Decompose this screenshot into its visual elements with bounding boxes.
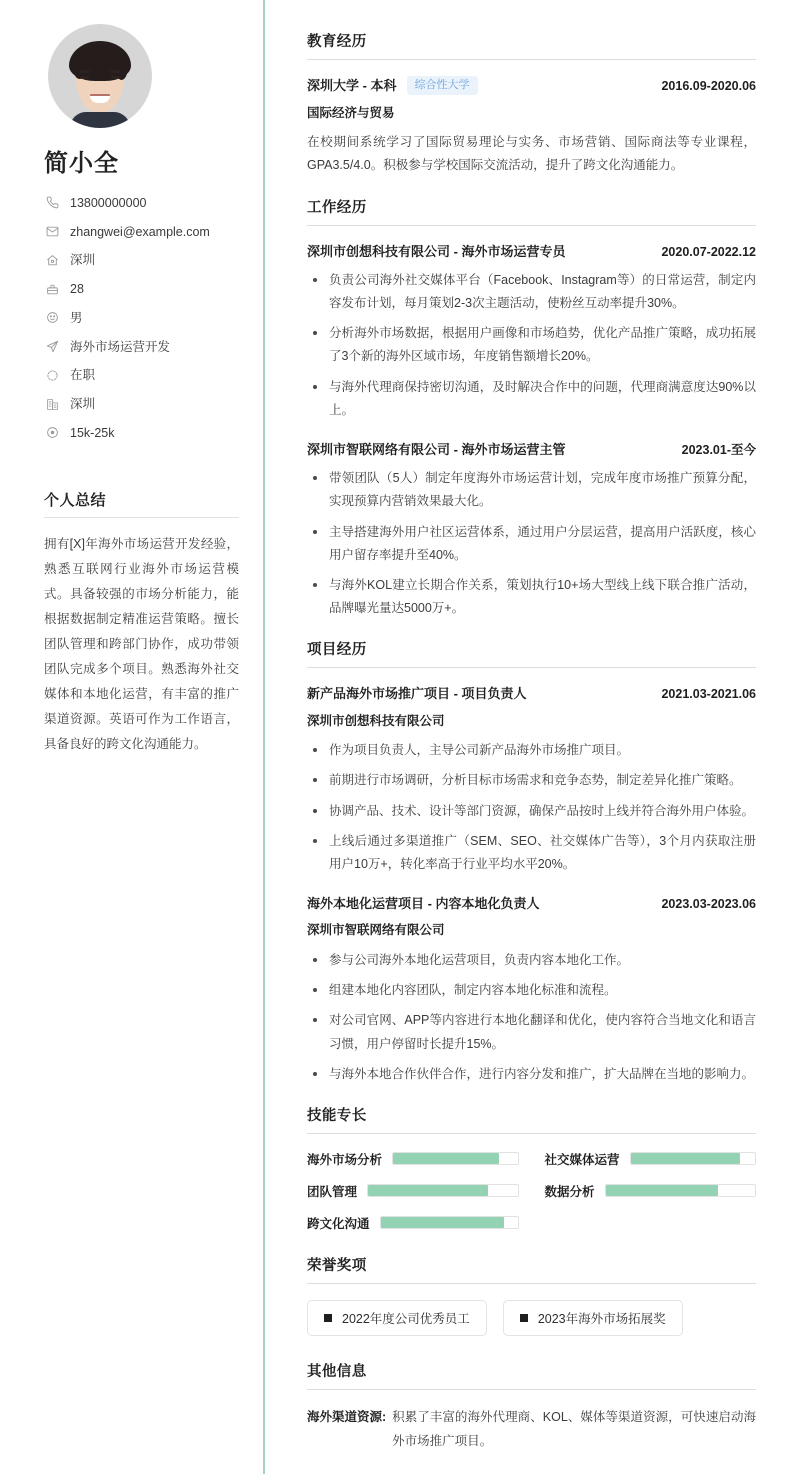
other-info-label: 海外渠道资源:: [307, 1409, 387, 1424]
avatar-brow-left: [79, 70, 90, 73]
list-item: 对公司官网、APP等内容进行本地化翻译和优化，使内容符合当地文化和语言习惯，用户停留时长提升15%。: [307, 1009, 756, 1055]
awards-heading: 荣誉奖项: [307, 1254, 756, 1284]
briefcase-icon: [44, 283, 61, 296]
list-item: 分析海外市场数据，根据用户画像和市场趋势，优化产品推广策略，成功拓展了3个新的海外区域市场，年度销售额增长20%。: [307, 322, 756, 368]
project-entry: [307, 894, 756, 1086]
skill-label: 海外市场分析: [307, 1152, 383, 1167]
skill-label: 数据分析: [544, 1184, 595, 1199]
work-entry-head: [307, 242, 756, 262]
home-icon: [44, 254, 61, 267]
skill-progress-bar: [605, 1184, 756, 1197]
gender-icon: [44, 311, 61, 324]
skill-progress-fill: [381, 1217, 504, 1228]
skill-progress-fill: [368, 1185, 488, 1196]
skill-progress-bar: [380, 1216, 519, 1229]
avatar-eye-left: [81, 76, 89, 79]
contact-value-position: 海外市场运营开发: [70, 339, 171, 354]
list-item: 作为项目负责人，主导公司新产品海外市场推广项目。: [307, 739, 756, 762]
coin-icon: [44, 426, 61, 439]
sidebar: [0, 0, 265, 1474]
avatar-eye-right: [111, 76, 119, 79]
skills-heading: 技能专长: [307, 1104, 756, 1134]
work-date: 2020.07-2022.12: [661, 244, 756, 259]
other-info-row: [307, 1406, 756, 1454]
list-item: 负责公司海外社交媒体平台（Facebook、Instagram等）的日常运营，制定内容发布计划，每月策划2-3次主题活动，使粉丝互动率提升30%。: [307, 269, 756, 315]
status-badge: 综合性大学: [407, 76, 478, 95]
skill-row: [545, 1150, 757, 1168]
work-title: 深圳市智联网络有限公司 - 海外市场运营主管: [307, 441, 566, 457]
skill-progress-bar: [630, 1152, 756, 1165]
awards-row: [307, 1300, 756, 1336]
skill-progress-fill: [631, 1153, 741, 1164]
building-icon: [44, 398, 61, 411]
list-item: 组建本地化内容团队，制定内容本地化标准和流程。: [307, 979, 756, 1002]
project-company: 深圳市创想科技有限公司: [307, 713, 445, 728]
list-item: 与海外KOL建立长期合作关系，策划执行10+场大型线上线下联合推广活动，品牌曝光量达5000万+。: [307, 574, 756, 620]
square-bullet-icon: [324, 1314, 332, 1322]
skill-progress-bar: [392, 1152, 518, 1165]
projects-section: [307, 638, 756, 1086]
other-info-value: 积累了丰富的海外代理商、KOL、媒体等渠道资源，可快速启动海外市场推广项目。: [392, 1409, 756, 1448]
education-major: 国际经济与贸易: [307, 105, 395, 120]
avatar-shoulders: [70, 112, 130, 128]
work-entry: [307, 242, 756, 422]
contact-info-list: [44, 195, 239, 441]
envelope-icon: [44, 225, 61, 238]
skills-section: [307, 1104, 756, 1232]
list-item: 与海外代理商保持密切沟通，及时解决合作中的问题，代理商满意度达90%以上。: [307, 376, 756, 422]
avatar: [48, 24, 152, 128]
summary-section: [44, 489, 239, 757]
skill-row: [307, 1214, 519, 1232]
contact-item-age: [44, 281, 239, 297]
contact-value-city: 深圳: [70, 397, 96, 412]
skill-progress-bar: [367, 1184, 518, 1197]
main-content: [265, 0, 794, 1474]
contact-item-status: [44, 367, 239, 383]
project-bullets: [307, 739, 756, 876]
contact-value-gender: 男: [70, 310, 83, 325]
education-entry-head: [307, 76, 756, 96]
phone-icon: [44, 196, 61, 209]
education-heading: 教育经历: [307, 30, 756, 60]
awards-section: [307, 1254, 756, 1336]
skill-label: 跨文化沟通: [307, 1216, 370, 1231]
skill-label: 社交媒体运营: [544, 1152, 620, 1167]
work-date: 2023.01-至今: [681, 442, 756, 457]
avatar-brow-right: [110, 70, 121, 73]
award-label: 2022年度公司优秀员工: [342, 1311, 470, 1326]
work-entry-head: [307, 440, 756, 460]
paper-plane-icon: [44, 340, 61, 353]
skill-row: [307, 1150, 519, 1168]
work-entry: [307, 440, 756, 620]
candidate-name: 简小全: [44, 150, 119, 177]
contact-item-salary: [44, 425, 239, 441]
contact-item-position: [44, 339, 239, 355]
avatar-wrapper: [40, 24, 239, 128]
contact-item-location: [44, 252, 239, 268]
list-item: 带领团队（5人）制定年度海外市场运营计划，完成年度市场推广预算分配，实现预算内营销效果最大化。: [307, 467, 756, 513]
skill-progress-fill: [393, 1153, 499, 1164]
contact-value-salary: 15k-25k: [70, 425, 115, 440]
education-date: 2016.09-2020.06: [661, 79, 756, 93]
contact-item-gender: [44, 310, 239, 326]
award-label: 2023年海外市场拓展奖: [537, 1311, 666, 1326]
contact-item-phone: [44, 195, 239, 211]
contact-value-status: 在职: [70, 368, 96, 383]
project-company: 深圳市智联网络有限公司: [307, 923, 445, 938]
work-bullets: [307, 269, 756, 422]
work-section: [307, 196, 756, 621]
list-item: 与海外本地合作伙伴合作，进行内容分发和推广，扩大品牌在当地的影响力。: [307, 1063, 756, 1086]
project-title: 海外本地化运营项目 - 内容本地化负责人: [307, 895, 540, 911]
contact-value-age: 28: [70, 282, 84, 297]
skill-label: 团队管理: [307, 1184, 358, 1199]
education-section: [307, 30, 756, 178]
education-entry: [307, 76, 756, 178]
summary-text: 拥有[X]年海外市场运营开发经验，熟悉互联网行业海外市场运营模式。具备较强的市场分析能力，能根据数据制定精准运营策略。擅长团队管理和跨部门协作，成功带领团队完成多个项目。熟悉海外社交媒体和本地化运营，有丰富的推广渠道资源。英语可作为工作语言，具备良好的跨文化沟通能力。: [44, 537, 239, 752]
project-entry: [307, 684, 756, 876]
skill-row: [307, 1182, 519, 1200]
contact-value-location: 深圳: [70, 253, 96, 268]
education-school: [307, 76, 478, 96]
contact-value-phone: 13800000000: [70, 195, 147, 210]
other-info-section: [307, 1360, 756, 1454]
education-school-label: 深圳大学 - 本科: [307, 78, 397, 93]
project-date: 2023.03-2023.06: [661, 896, 756, 911]
list-item: 协调产品、技术、设计等部门资源，确保产品按时上线并符合海外用户体验。: [307, 800, 756, 823]
avatar-hair: [69, 41, 131, 81]
skill-progress-fill: [606, 1185, 718, 1196]
refresh-icon: [44, 369, 61, 382]
contact-value-email: zhangwei@example.com: [70, 224, 210, 239]
summary-heading: 个人总结: [44, 489, 239, 518]
project-title: 新产品海外市场推广项目 - 项目负责人: [307, 686, 527, 701]
list-item: 前期进行市场调研，分析目标市场需求和竞争态势，制定差异化推广策略。: [307, 769, 756, 792]
skills-grid: [307, 1150, 756, 1232]
education-description: 在校期间系统学习了国际贸易理论与实务、市场营销、国际商法等专业课程，GPA3.5/4.0。积极参与学校国际交流活动，提升了跨文化沟通能力。: [307, 135, 756, 173]
list-item: 参与公司海外本地化运营项目，负责内容本地化工作。: [307, 949, 756, 972]
project-bullets: [307, 949, 756, 1086]
other-info-heading: 其他信息: [307, 1360, 756, 1390]
project-entry-head: [307, 684, 756, 704]
award-chip: [503, 1300, 683, 1336]
contact-item-city: [44, 396, 239, 412]
projects-heading: 项目经历: [307, 638, 756, 668]
list-item: 上线后通过多渠道推广（SEM、SEO、社交媒体广告等），3个月内获取注册用户10万+，转化率高于行业平均水平20%。: [307, 830, 756, 876]
list-item: 主导搭建海外用户社区运营体系，通过用户分层运营，提高用户活跃度，核心用户留存率提升至40%。: [307, 521, 756, 567]
award-chip: [307, 1300, 487, 1336]
square-bullet-icon: [520, 1314, 528, 1322]
contact-item-email: [44, 224, 239, 240]
work-title: 深圳市创想科技有限公司 - 海外市场运营专员: [307, 243, 566, 259]
work-bullets: [307, 467, 756, 620]
skill-row: [545, 1182, 757, 1200]
project-entry-head: [307, 894, 756, 914]
project-date: 2021.03-2021.06: [661, 687, 756, 701]
work-heading: 工作经历: [307, 196, 756, 226]
